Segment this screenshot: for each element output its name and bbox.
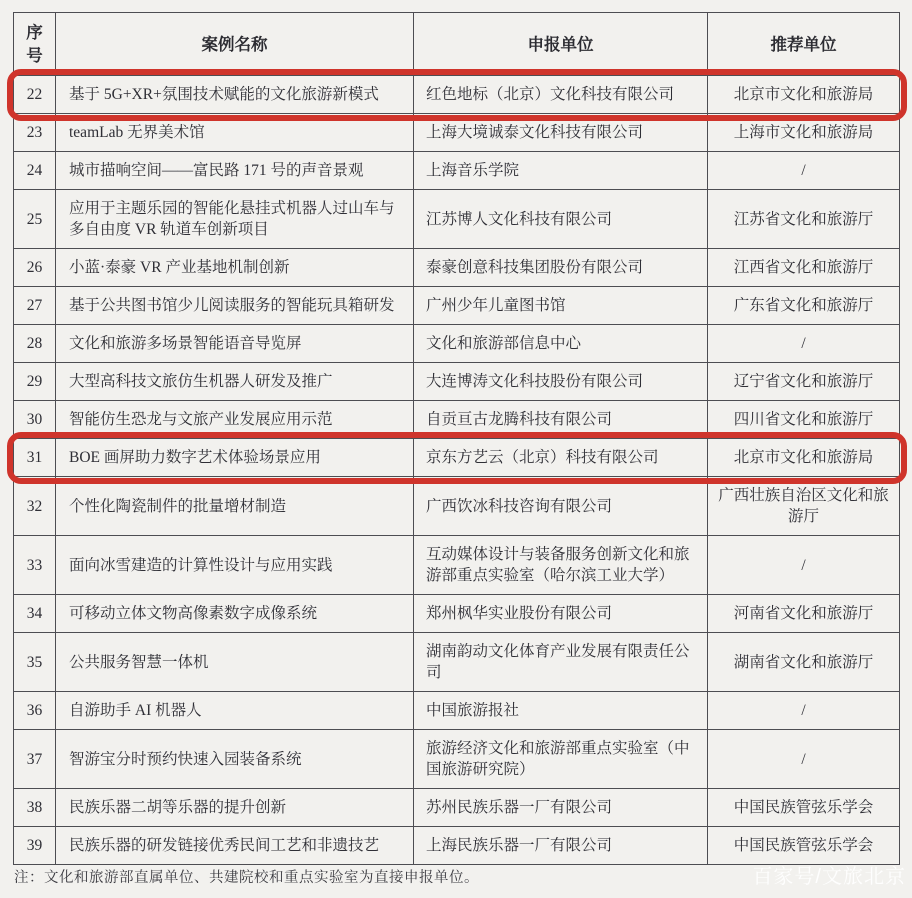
- cell-serial-number: 23: [14, 114, 56, 152]
- cell-recommender-unit: /: [708, 536, 900, 595]
- cell-serial-number: 34: [14, 595, 56, 633]
- cell-applicant-unit: 郑州枫华实业股份有限公司: [414, 595, 708, 633]
- cell-case-name: 基于公共图书馆少儿阅读服务的智能玩具箱研发: [56, 287, 414, 325]
- cell-case-name: 城市描响空间——富民路 171 号的声音景观: [56, 152, 414, 190]
- cell-case-name: 智游宝分时预约快速入园装备系统: [56, 730, 414, 789]
- table-row: [14, 401, 900, 439]
- cell-recommender-unit: 河南省文化和旅游厅: [708, 595, 900, 633]
- cell-applicant-unit: 京东方艺云（北京）科技有限公司: [414, 439, 708, 477]
- cell-recommender-unit: 四川省文化和旅游厅: [708, 401, 900, 439]
- cell-case-name: 面向冰雪建造的计算性设计与应用实践: [56, 536, 414, 595]
- cell-applicant-unit: 上海民族乐器一厂有限公司: [414, 827, 708, 865]
- table-row: [14, 114, 900, 152]
- cell-case-name: 自游助手 AI 机器人: [56, 692, 414, 730]
- watermark: 百家号/文旅北京: [752, 866, 906, 888]
- cell-applicant-unit: 大连博涛文化科技股份有限公司: [414, 363, 708, 401]
- table-row: [14, 827, 900, 865]
- table-row: [14, 152, 900, 190]
- cell-case-name: BOE 画屏助力数字艺术体验场景应用: [56, 439, 414, 477]
- cell-applicant-unit: 文化和旅游部信息中心: [414, 325, 708, 363]
- cell-recommender-unit: 中国民族管弦乐学会: [708, 789, 900, 827]
- cell-serial-number: 28: [14, 325, 56, 363]
- column-header-rec: 推荐单位: [708, 13, 900, 76]
- case-table: [13, 12, 900, 865]
- table-row: [14, 439, 900, 477]
- cell-applicant-unit: 湖南韵动文化体育产业发展有限责任公司: [414, 633, 708, 692]
- cell-case-name: 可移动立体文物高像素数字成像系统: [56, 595, 414, 633]
- table-row: [14, 287, 900, 325]
- cell-applicant-unit: 上海大境诚泰文化科技有限公司: [414, 114, 708, 152]
- cell-serial-number: 24: [14, 152, 56, 190]
- cell-serial-number: 37: [14, 730, 56, 789]
- footnote: 注：文化和旅游部直属单位、共建院校和重点实验室为直接申报单位。: [14, 870, 479, 886]
- cell-applicant-unit: 江苏博人文化科技有限公司: [414, 190, 708, 249]
- cell-serial-number: 26: [14, 249, 56, 287]
- table-row: [14, 325, 900, 363]
- cell-recommender-unit: /: [708, 152, 900, 190]
- cell-serial-number: 27: [14, 287, 56, 325]
- cell-recommender-unit: 北京市文化和旅游局: [708, 439, 900, 477]
- column-header-name: 案例名称: [56, 13, 414, 76]
- cell-serial-number: 22: [14, 76, 56, 114]
- cell-applicant-unit: 中国旅游报社: [414, 692, 708, 730]
- cell-case-name: 文化和旅游多场景智能语音导览屏: [56, 325, 414, 363]
- table-row: [14, 536, 900, 595]
- table-row: [14, 477, 900, 536]
- table-row: [14, 692, 900, 730]
- cell-case-name: 个性化陶瓷制件的批量增材制造: [56, 477, 414, 536]
- cell-applicant-unit: 自贡亘古龙腾科技有限公司: [414, 401, 708, 439]
- cell-recommender-unit: 上海市文化和旅游局: [708, 114, 900, 152]
- cell-applicant-unit: 苏州民族乐器一厂有限公司: [414, 789, 708, 827]
- table-header: [14, 13, 900, 76]
- table-row: [14, 249, 900, 287]
- table-row: [14, 789, 900, 827]
- cell-applicant-unit: 互动媒体设计与装备服务创新文化和旅游部重点实验室（哈尔滨工业大学）: [414, 536, 708, 595]
- cell-applicant-unit: 红色地标（北京）文化科技有限公司: [414, 76, 708, 114]
- cell-serial-number: 32: [14, 477, 56, 536]
- cell-recommender-unit: 江西省文化和旅游厅: [708, 249, 900, 287]
- column-header-no: [14, 13, 56, 76]
- cell-serial-number: 25: [14, 190, 56, 249]
- cell-serial-number: 39: [14, 827, 56, 865]
- cell-recommender-unit: 江苏省文化和旅游厅: [708, 190, 900, 249]
- cell-applicant-unit: 旅游经济文化和旅游部重点实验室（中国旅游研究院）: [414, 730, 708, 789]
- table-row: [14, 633, 900, 692]
- table-body: [14, 76, 900, 865]
- cell-recommender-unit: 广东省文化和旅游厅: [708, 287, 900, 325]
- table-row: [14, 595, 900, 633]
- cell-serial-number: 30: [14, 401, 56, 439]
- cell-recommender-unit: /: [708, 692, 900, 730]
- cell-recommender-unit: 广西壮族自治区文化和旅游厅: [708, 477, 900, 536]
- cell-applicant-unit: 上海音乐学院: [414, 152, 708, 190]
- cell-case-name: 大型高科技文旅仿生机器人研发及推广: [56, 363, 414, 401]
- cell-case-name: 应用于主题乐园的智能化悬挂式机器人过山车与多自由度 VR 轨道车创新项目: [56, 190, 414, 249]
- cell-serial-number: 38: [14, 789, 56, 827]
- table-row: [14, 363, 900, 401]
- cell-case-name: 基于 5G+XR+氛围技术赋能的文化旅游新模式: [56, 76, 414, 114]
- column-header-no-label: 序号: [26, 23, 43, 66]
- cell-applicant-unit: 泰豪创意科技集团股份有限公司: [414, 249, 708, 287]
- cell-case-name: 民族乐器二胡等乐器的提升创新: [56, 789, 414, 827]
- column-header-unit: 申报单位: [414, 13, 708, 76]
- cell-serial-number: 35: [14, 633, 56, 692]
- cell-serial-number: 29: [14, 363, 56, 401]
- cell-case-name: 公共服务智慧一体机: [56, 633, 414, 692]
- cell-recommender-unit: 中国民族管弦乐学会: [708, 827, 900, 865]
- cell-serial-number: 36: [14, 692, 56, 730]
- cell-applicant-unit: 广西饮冰科技咨询有限公司: [414, 477, 708, 536]
- cell-recommender-unit: /: [708, 325, 900, 363]
- cell-recommender-unit: 湖南省文化和旅游厅: [708, 633, 900, 692]
- cell-recommender-unit: /: [708, 730, 900, 789]
- cell-case-name: teamLab 无界美术馆: [56, 114, 414, 152]
- cell-recommender-unit: 辽宁省文化和旅游厅: [708, 363, 900, 401]
- table-row: [14, 76, 900, 114]
- cell-serial-number: 31: [14, 439, 56, 477]
- cell-applicant-unit: 广州少年儿童图书馆: [414, 287, 708, 325]
- cell-serial-number: 33: [14, 536, 56, 595]
- cell-case-name: 智能仿生恐龙与文旅产业发展应用示范: [56, 401, 414, 439]
- table-row: [14, 730, 900, 789]
- table-row: [14, 190, 900, 249]
- cell-recommender-unit: 北京市文化和旅游局: [708, 76, 900, 114]
- cell-case-name: 小蓝·泰豪 VR 产业基地机制创新: [56, 249, 414, 287]
- cell-case-name: 民族乐器的研发链接优秀民间工艺和非遗技艺: [56, 827, 414, 865]
